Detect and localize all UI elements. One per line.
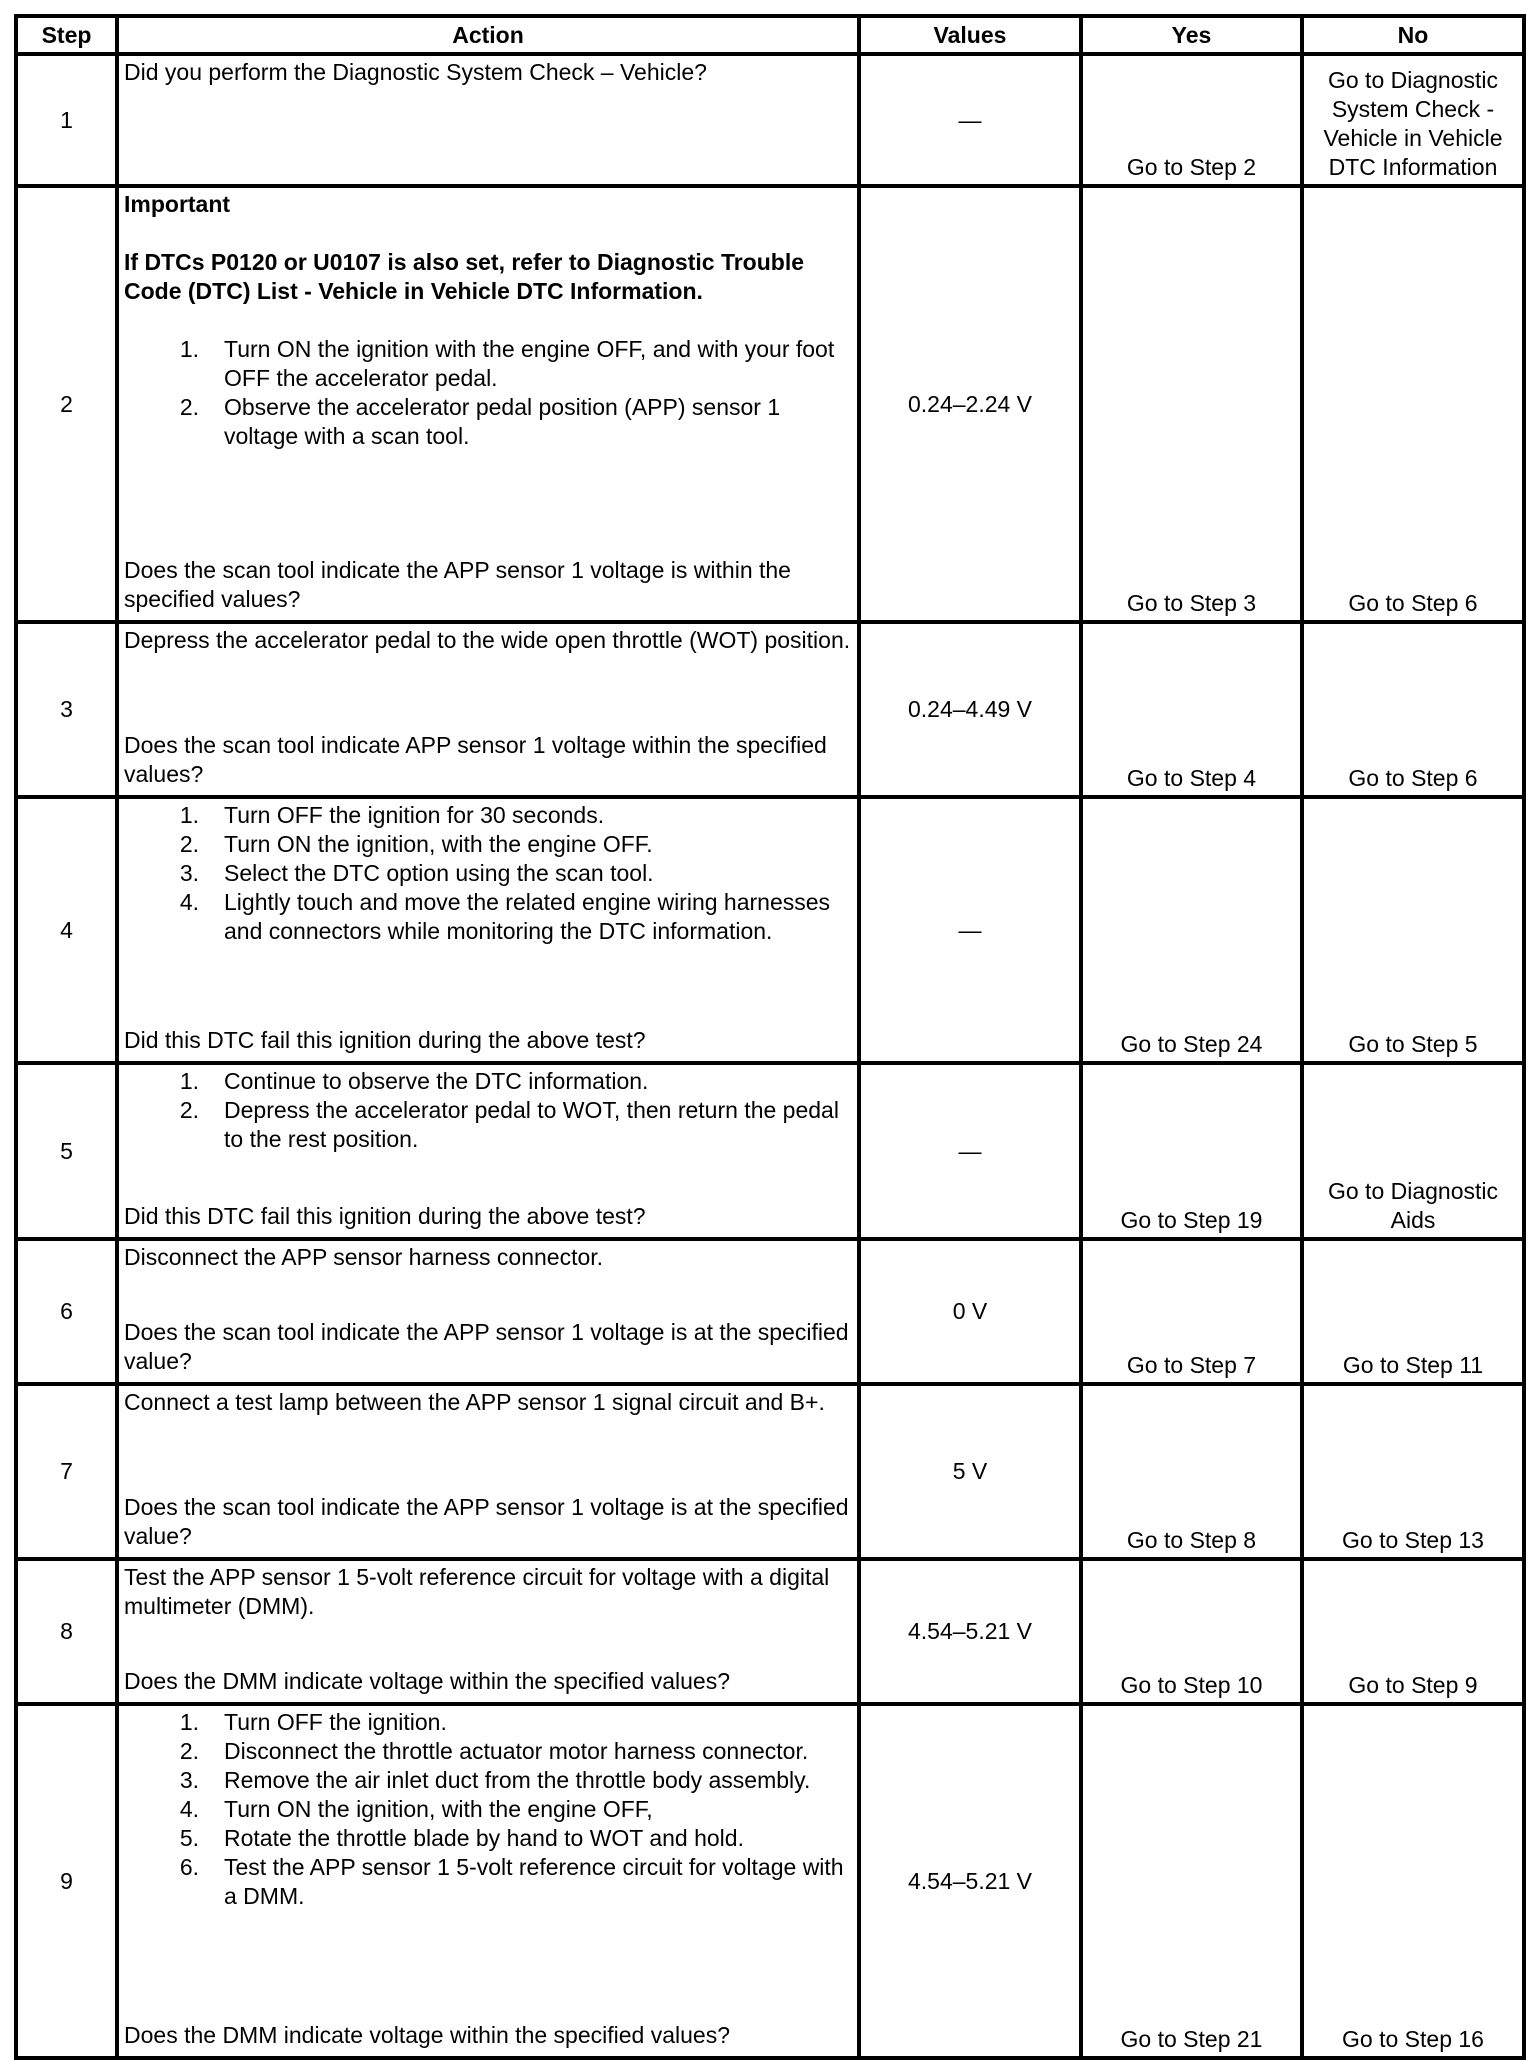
action-cell bbox=[117, 54, 859, 186]
action-instructions bbox=[124, 1243, 852, 1272]
procedure-list bbox=[124, 1708, 852, 1911]
action-cell bbox=[117, 1239, 859, 1384]
yes-result: Go to Step 24 bbox=[1081, 797, 1302, 1063]
action-cell bbox=[117, 797, 859, 1063]
procedure-item-number: 2. bbox=[179, 1097, 199, 1123]
action-instructions bbox=[124, 1708, 852, 1911]
step-number: 2 bbox=[16, 186, 117, 622]
procedure-item-text: Lightly touch and move the related engine wiring harnesses and connectors while monitoring the DTC information. bbox=[224, 889, 831, 944]
yes-result: Go to Step 2 bbox=[1081, 54, 1302, 186]
action-cell bbox=[117, 1384, 859, 1559]
value-cell: 5 V bbox=[859, 1384, 1081, 1559]
procedure-item bbox=[124, 1096, 852, 1154]
procedure-list bbox=[124, 801, 852, 946]
procedure-item bbox=[124, 335, 852, 393]
procedure-item-text: Test the APP sensor 1 5-volt reference circuit for voltage with a DMM. bbox=[224, 1854, 844, 1909]
procedure-item-number: 4. bbox=[179, 889, 199, 915]
action-question: Does the scan tool indicate APP sensor 1 voltage within the specified values? bbox=[124, 732, 827, 787]
procedure-item-number: 1. bbox=[179, 802, 199, 828]
procedure-item-number: 3. bbox=[179, 860, 199, 886]
action-instructions bbox=[124, 1563, 852, 1621]
procedure-item bbox=[124, 1737, 852, 1766]
action-instructions bbox=[124, 190, 852, 451]
action-cell bbox=[117, 622, 859, 797]
header-row bbox=[16, 16, 1524, 54]
table-row bbox=[16, 797, 1524, 1063]
action-instructions bbox=[124, 626, 852, 655]
procedure-item bbox=[124, 1067, 852, 1096]
yes-result: Go to Step 19 bbox=[1081, 1063, 1302, 1239]
procedure-item-text: Turn ON the ignition with the engine OFF, and with your foot OFF the accelerator pedal. bbox=[224, 336, 835, 391]
action-text: Disconnect the APP sensor harness connector. bbox=[124, 1244, 604, 1270]
value-cell: 4.54–5.21 V bbox=[859, 1704, 1081, 2058]
step-number: 9 bbox=[16, 1704, 117, 2058]
no-result: Go to Diagnostic System Check - Vehicle in Vehicle DTC Information bbox=[1302, 54, 1524, 186]
no-result: Go to Diagnostic Aids bbox=[1302, 1063, 1524, 1239]
step-number: 1 bbox=[16, 54, 117, 186]
action-text: Depress the accelerator pedal to the wide open throttle (WOT) position. bbox=[124, 627, 851, 653]
action-question: Did this DTC fail this ignition during the above test? bbox=[124, 1203, 646, 1229]
procedure-item-text: Turn ON the ignition, with the engine OFF. bbox=[224, 831, 653, 857]
header-values: Values bbox=[859, 16, 1081, 54]
step-number: 7 bbox=[16, 1384, 117, 1559]
value-cell: 0.24–2.24 V bbox=[859, 186, 1081, 622]
header-step: Step bbox=[16, 16, 117, 54]
no-result: Go to Step 11 bbox=[1302, 1239, 1524, 1384]
procedure-list bbox=[124, 1067, 852, 1154]
action-question: Does the scan tool indicate the APP sensor 1 voltage is at the specified value? bbox=[124, 1494, 849, 1549]
procedure-item-text: Continue to observe the DTC information. bbox=[224, 1068, 649, 1094]
important-note: Important bbox=[124, 191, 231, 217]
step-number: 5 bbox=[16, 1063, 117, 1239]
no-result: Go to Step 16 bbox=[1302, 1704, 1524, 2058]
action-question: Does the scan tool indicate the APP sensor 1 voltage is at the specified value? bbox=[124, 1319, 849, 1374]
procedure-item bbox=[124, 888, 852, 946]
header-action: Action bbox=[117, 16, 859, 54]
procedure-item bbox=[124, 393, 852, 451]
procedure-item bbox=[124, 1708, 852, 1737]
no-result: Go to Step 5 bbox=[1302, 797, 1524, 1063]
table-row bbox=[16, 54, 1524, 186]
yes-result: Go to Step 3 bbox=[1081, 186, 1302, 622]
procedure-item bbox=[124, 1853, 852, 1911]
table-row bbox=[16, 1063, 1524, 1239]
value-cell: — bbox=[859, 1063, 1081, 1239]
action-content bbox=[124, 1708, 852, 2050]
procedure-item-number: 1. bbox=[179, 1709, 199, 1735]
action-cell bbox=[117, 186, 859, 622]
procedure-item-number: 5. bbox=[179, 1825, 199, 1851]
step-number: 4 bbox=[16, 797, 117, 1063]
action-instructions bbox=[124, 1067, 852, 1154]
value-cell: 0 V bbox=[859, 1239, 1081, 1384]
yes-result: Go to Step 7 bbox=[1081, 1239, 1302, 1384]
action-text: Test the APP sensor 1 5-volt reference circuit for voltage with a digital multimeter (DMM). bbox=[124, 1564, 830, 1619]
procedure-item-text: Disconnect the throttle actuator motor harness connector. bbox=[224, 1738, 809, 1764]
action-cell bbox=[117, 1704, 859, 2058]
procedure-item-number: 6. bbox=[179, 1854, 199, 1880]
procedure-item bbox=[124, 830, 852, 859]
value-cell: 0.24–4.49 V bbox=[859, 622, 1081, 797]
table-row bbox=[16, 1239, 1524, 1384]
table-body bbox=[16, 54, 1524, 2058]
action-content bbox=[124, 1067, 852, 1231]
value-cell: — bbox=[859, 797, 1081, 1063]
action-instructions bbox=[124, 801, 852, 946]
procedure-item-text: Turn OFF the ignition for 30 seconds. bbox=[224, 802, 605, 828]
action-question: Did this DTC fail this ignition during the above test? bbox=[124, 1027, 646, 1053]
procedure-item-text: Depress the accelerator pedal to WOT, then return the pedal to the rest position. bbox=[224, 1097, 839, 1152]
procedure-item bbox=[124, 801, 852, 830]
procedure-item-number: 1. bbox=[179, 336, 199, 362]
value-cell: 4.54–5.21 V bbox=[859, 1559, 1081, 1704]
diagnostic-table bbox=[14, 14, 1526, 2060]
procedure-item bbox=[124, 1824, 852, 1853]
procedure-item-text: Turn OFF the ignition. bbox=[224, 1709, 447, 1735]
yes-result: Go to Step 4 bbox=[1081, 622, 1302, 797]
yes-result: Go to Step 8 bbox=[1081, 1384, 1302, 1559]
action-instructions bbox=[124, 58, 852, 87]
procedure-list bbox=[124, 335, 852, 451]
action-content bbox=[124, 1388, 852, 1551]
procedure-item-text: Turn ON the ignition, with the engine OFF, bbox=[224, 1796, 653, 1822]
action-question: Does the scan tool indicate the APP sensor 1 voltage is within the specified values? bbox=[124, 557, 791, 612]
header-yes: Yes bbox=[1081, 16, 1302, 54]
step-number: 3 bbox=[16, 622, 117, 797]
value-cell: — bbox=[859, 54, 1081, 186]
table-row bbox=[16, 1704, 1524, 2058]
procedure-item-number: 1. bbox=[179, 1068, 199, 1094]
header-no: No bbox=[1302, 16, 1524, 54]
step-number: 6 bbox=[16, 1239, 117, 1384]
table-row bbox=[16, 186, 1524, 622]
procedure-item-text: Remove the air inlet duct from the throttle body assembly. bbox=[224, 1767, 811, 1793]
action-content bbox=[124, 58, 852, 178]
important-note: If DTCs P0120 or U0107 is also set, refer to Diagnostic Trouble Code (DTC) List - Vehicle in Vehicle DTC Information. bbox=[124, 249, 805, 304]
procedure-item-number: 2. bbox=[179, 394, 199, 420]
no-result: Go to Step 6 bbox=[1302, 186, 1524, 622]
table-row bbox=[16, 1559, 1524, 1704]
action-instructions bbox=[124, 1388, 852, 1417]
no-result: Go to Step 6 bbox=[1302, 622, 1524, 797]
procedure-item bbox=[124, 1795, 852, 1824]
procedure-item-number: 4. bbox=[179, 1796, 199, 1822]
action-question: Does the DMM indicate voltage within the specified values? bbox=[124, 1668, 730, 1694]
yes-result: Go to Step 10 bbox=[1081, 1559, 1302, 1704]
table-row bbox=[16, 622, 1524, 797]
action-content bbox=[124, 801, 852, 1055]
no-result: Go to Step 9 bbox=[1302, 1559, 1524, 1704]
procedure-item-text: Observe the accelerator pedal position (APP) sensor 1 voltage with a scan tool. bbox=[224, 394, 781, 449]
action-question: Does the DMM indicate voltage within the specified values? bbox=[124, 2022, 730, 2048]
action-content bbox=[124, 1243, 852, 1376]
procedure-item-text: Rotate the throttle blade by hand to WOT and hold. bbox=[224, 1825, 744, 1851]
action-text: Did you perform the Diagnostic System Check – Vehicle? bbox=[124, 59, 707, 85]
procedure-item-number: 2. bbox=[179, 831, 199, 857]
procedure-item bbox=[124, 859, 852, 888]
step-number: 8 bbox=[16, 1559, 117, 1704]
procedure-item-text: Select the DTC option using the scan tool. bbox=[224, 860, 654, 886]
procedure-item-number: 3. bbox=[179, 1767, 199, 1793]
yes-result: Go to Step 21 bbox=[1081, 1704, 1302, 2058]
action-content bbox=[124, 190, 852, 614]
action-text: Connect a test lamp between the APP sensor 1 signal circuit and B+. bbox=[124, 1389, 825, 1415]
table-row bbox=[16, 1384, 1524, 1559]
table-header bbox=[16, 16, 1524, 54]
action-cell bbox=[117, 1063, 859, 1239]
action-content bbox=[124, 1563, 852, 1696]
action-content bbox=[124, 626, 852, 789]
no-result: Go to Step 13 bbox=[1302, 1384, 1524, 1559]
procedure-item-number: 2. bbox=[179, 1738, 199, 1764]
procedure-item bbox=[124, 1766, 852, 1795]
action-cell bbox=[117, 1559, 859, 1704]
